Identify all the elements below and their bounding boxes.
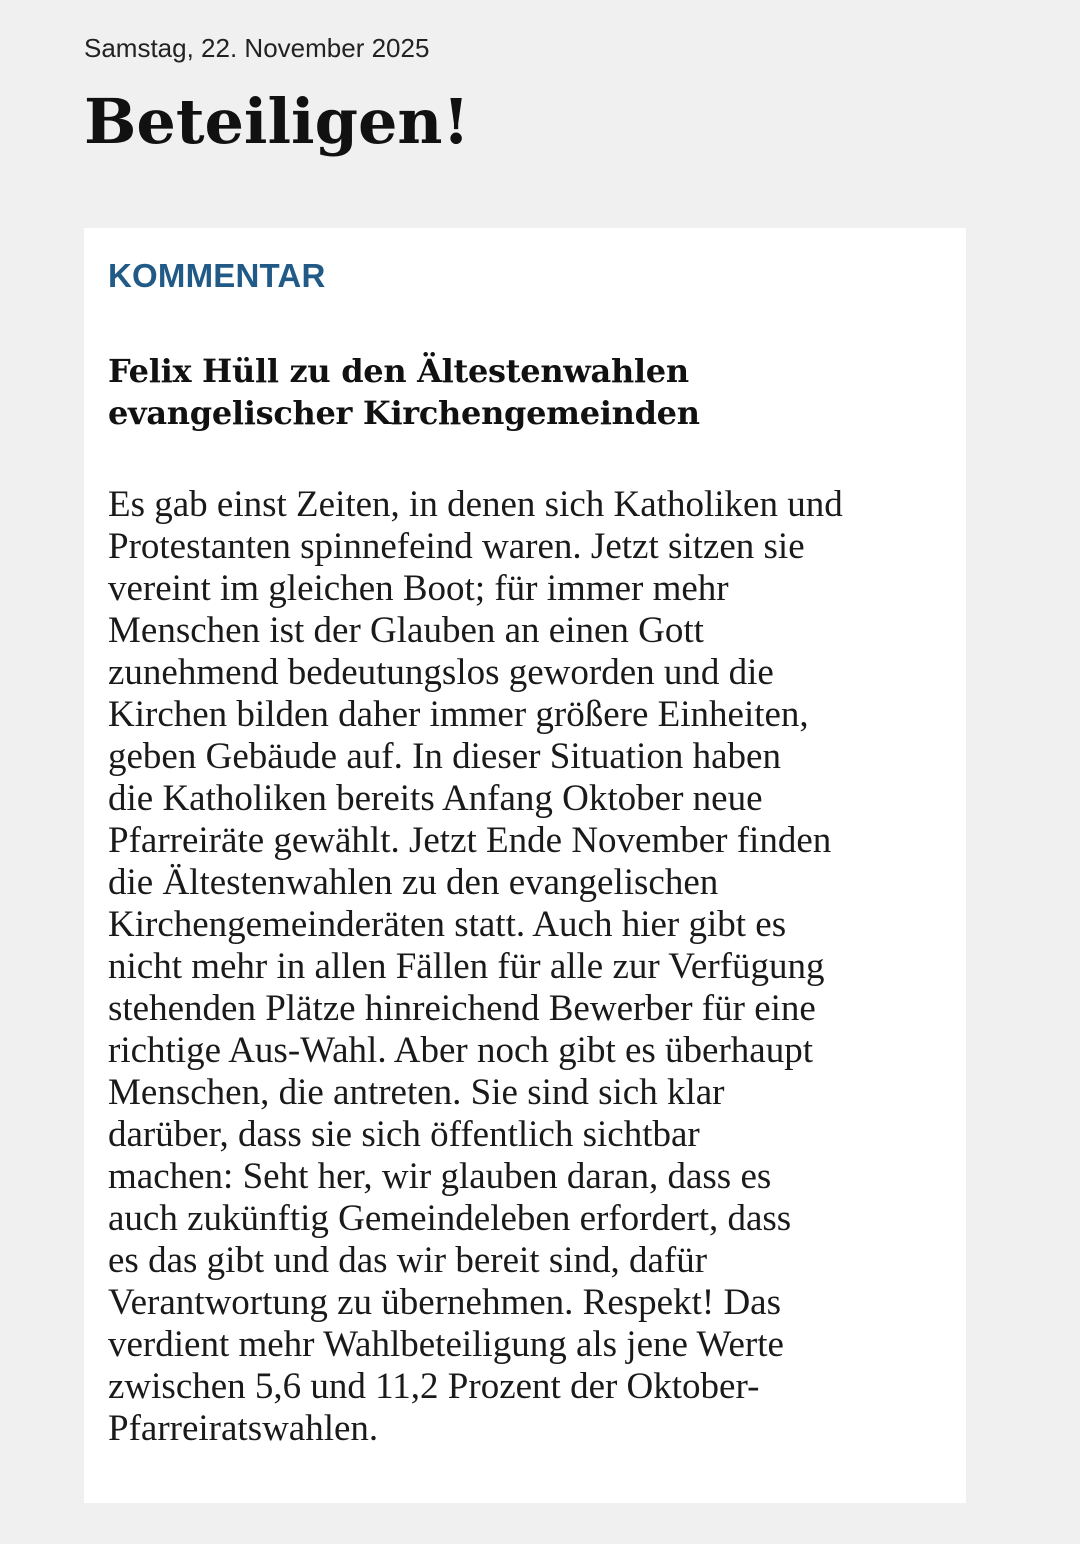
- body-line: Menschen ist der Glauben an einen Gott: [108, 610, 704, 651]
- subheadline-line: Felix Hüll zu den Ältestenwahlen: [108, 352, 689, 390]
- body-line: stehenden Plätze hinreichend Bewerber für eine: [108, 988, 816, 1029]
- body-line: Pfarreiratswahlen.: [108, 1408, 379, 1449]
- body-line: Menschen, die antreten. Sie sind sich klar: [108, 1072, 725, 1113]
- page-title: Beteiligen!: [84, 85, 470, 158]
- body-line: die Katholiken bereits Anfang Oktober neue: [108, 778, 763, 819]
- body-line: darüber, dass sie sich öffentlich sichtbar: [108, 1114, 700, 1155]
- body-line: richtige Aus-Wahl. Aber noch gibt es überhaupt: [108, 1030, 813, 1071]
- subheadline-line: evangelischer Kirchengemeinden: [108, 394, 700, 432]
- body-line: machen: Seht her, wir glauben daran, dass es: [108, 1156, 772, 1197]
- body-line: die Ältestenwahlen zu den evangelischen: [108, 862, 719, 903]
- body-line: Pfarreiräte gewählt. Jetzt Ende November finden: [108, 820, 832, 861]
- comment-card: [84, 228, 966, 1503]
- body-line: Kirchengemeinderäten statt. Auch hier gibt es: [108, 904, 787, 945]
- body-line: vereint im gleichen Boot; für immer mehr: [108, 568, 729, 609]
- body-line: es das gibt und das wir bereit sind, dafür: [108, 1240, 708, 1281]
- body-line: verdient mehr Wahlbeteiligung als jene Werte: [108, 1324, 784, 1365]
- body-line: Es gab einst Zeiten, in denen sich Katholiken und: [108, 484, 843, 525]
- body-line: zwischen 5,6 und 11,2 Prozent der Oktober-: [108, 1366, 760, 1407]
- body-line: zunehmend bedeutungslos geworden und die: [108, 652, 774, 693]
- article-subheadline: [108, 350, 942, 434]
- publication-date: Samstag, 22. November 2025: [84, 33, 430, 63]
- body-line: geben Gebäude auf. In dieser Situation haben: [108, 736, 781, 777]
- section-kicker: KOMMENTAR: [108, 257, 326, 294]
- body-line: nicht mehr in allen Fällen für alle zur Verfügung: [108, 946, 825, 987]
- body-line: Protestanten spinnefeind waren. Jetzt sitzen sie: [108, 526, 805, 567]
- body-line: Kirchen bilden daher immer größere Einheiten,: [108, 694, 809, 735]
- article-body: [108, 484, 942, 1450]
- body-line: auch zukünftig Gemeindeleben erfordert, dass: [108, 1198, 792, 1239]
- body-line: Verantwortung zu übernehmen. Respekt! Das: [108, 1282, 781, 1323]
